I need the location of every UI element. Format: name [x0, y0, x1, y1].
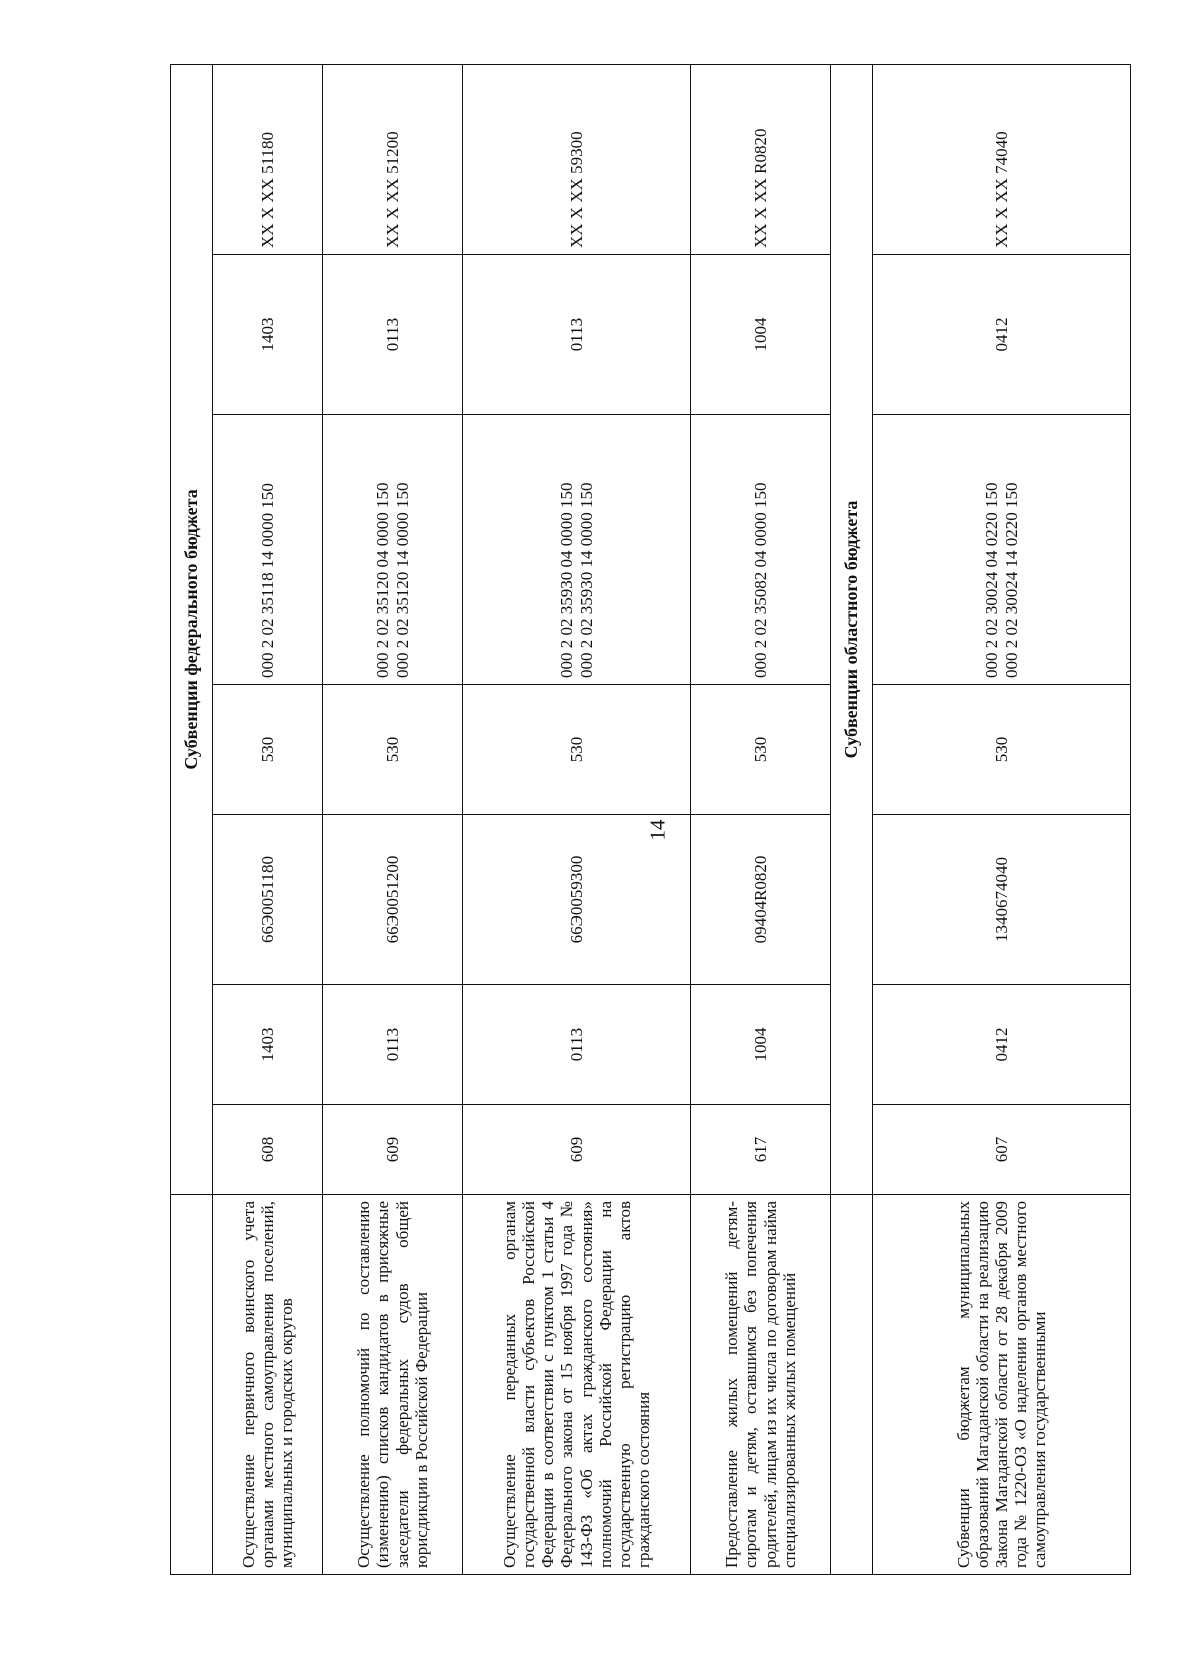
revenue-code: 000 2 02 30024 04 0220 150	[982, 482, 1002, 678]
row-description: Осуществление переданных органам государственной власти субъектов Российской Федерации в соответствии с пунктом 1 статьи 4 Федерального закона от 15 ноября 1997 года № 143-ФЗ «Об актах гражданского состояния» полномочий Российской Федерации на государственную регистрацию актов гражданского состояния	[463, 1195, 691, 1575]
section-heading-regional: Субвенции областного бюджета	[831, 64, 873, 1194]
subventions-table	[170, 64, 1131, 1575]
table-row	[463, 64, 691, 1574]
table-row	[213, 64, 323, 1574]
row-revenue-codes	[463, 415, 691, 685]
revenue-code: 000 2 02 35930 04 0000 150	[557, 482, 577, 678]
row-code: 608	[213, 1105, 323, 1195]
row-code: 607	[873, 1105, 1131, 1195]
row-kbk: XX X XX R0820	[691, 64, 831, 254]
row-description: Предоставление жилых помещений детям-сиротам и детям, оставшимся без попечения родителей, лицам из их числа по договорам найма специализированных жилых помещений	[691, 1195, 831, 1575]
row-section: 1004	[691, 985, 831, 1105]
row-expense-type: 530	[323, 685, 463, 815]
row-section2: 1004	[691, 255, 831, 415]
row-kbk: XX X XX 51200	[323, 64, 463, 254]
row-description: Субвенции бюджетам муниципальных образований Магаданской области на реализацию Закона Магаданской области от 28 декабря 2009 года № 1220-ОЗ «О наделении органов местного самоуправления государственными	[873, 1195, 1131, 1575]
revenue-code: 000 2 02 35120 04 0000 150	[373, 482, 393, 678]
table-row	[323, 64, 463, 1574]
row-description: Осуществление первичного воинского учета органами местного самоуправления поселений, муниципальных и городских округов	[213, 1195, 323, 1575]
row-description: Осуществление полномочий по составлению (изменению) списков кандидатов в присяжные заседатели федеральных судов общей юрисдикции в Российской Федерации	[323, 1195, 463, 1575]
row-section2: 0113	[463, 255, 691, 415]
section-heading-federal: Субвенции федерального бюджета	[171, 64, 213, 1194]
row-section: 1403	[213, 985, 323, 1105]
row-section: 0113	[463, 985, 691, 1105]
revenue-code: 000 2 02 35118 14 0000 150	[257, 483, 277, 678]
row-code: 609	[323, 1105, 463, 1195]
row-section2: 0412	[873, 255, 1131, 415]
row-target: 66Э0051200	[323, 815, 463, 985]
page-number: 14	[645, 819, 670, 841]
row-target: 66Э0051180	[213, 815, 323, 985]
row-section2: 0113	[323, 255, 463, 415]
row-revenue-codes	[873, 415, 1131, 685]
table-row	[873, 64, 1131, 1574]
row-section: 0113	[323, 985, 463, 1105]
row-target: 1340674040	[873, 815, 1131, 985]
row-kbk: XX X XX 59300	[463, 64, 691, 254]
table-top-band	[171, 64, 213, 1574]
revenue-code: 000 2 02 35082 04 0000 150	[750, 482, 770, 678]
revenue-code: 000 2 02 30024 14 0220 150	[1001, 482, 1021, 678]
table-corner-cell	[171, 1195, 213, 1575]
table-heading-band	[831, 64, 873, 1574]
row-expense-type: 530	[213, 685, 323, 815]
row-expense-type: 530	[463, 685, 691, 815]
row-revenue-codes	[323, 415, 463, 685]
row-target: 66Э0059300	[463, 815, 691, 985]
row-revenue-codes	[691, 415, 831, 685]
row-expense-type: 530	[691, 685, 831, 815]
row-code: 617	[691, 1105, 831, 1195]
row-section2: 1403	[213, 255, 323, 415]
row-kbk: XX X XX 51180	[213, 64, 323, 254]
row-target: 09404R0820	[691, 815, 831, 985]
row-expense-type: 530	[873, 685, 1131, 815]
rotated-table-wrapper	[170, 65, 1130, 1575]
row-kbk: XX X XX 74040	[873, 64, 1131, 254]
revenue-code: 000 2 02 35930 14 0000 150	[576, 482, 596, 678]
heading-blank-cell	[831, 1195, 873, 1575]
row-revenue-codes	[213, 415, 323, 685]
table-row	[691, 64, 831, 1574]
row-code: 609	[463, 1105, 691, 1195]
row-section: 0412	[873, 985, 1131, 1105]
revenue-code: 000 2 02 35120 14 0000 150	[392, 482, 412, 678]
